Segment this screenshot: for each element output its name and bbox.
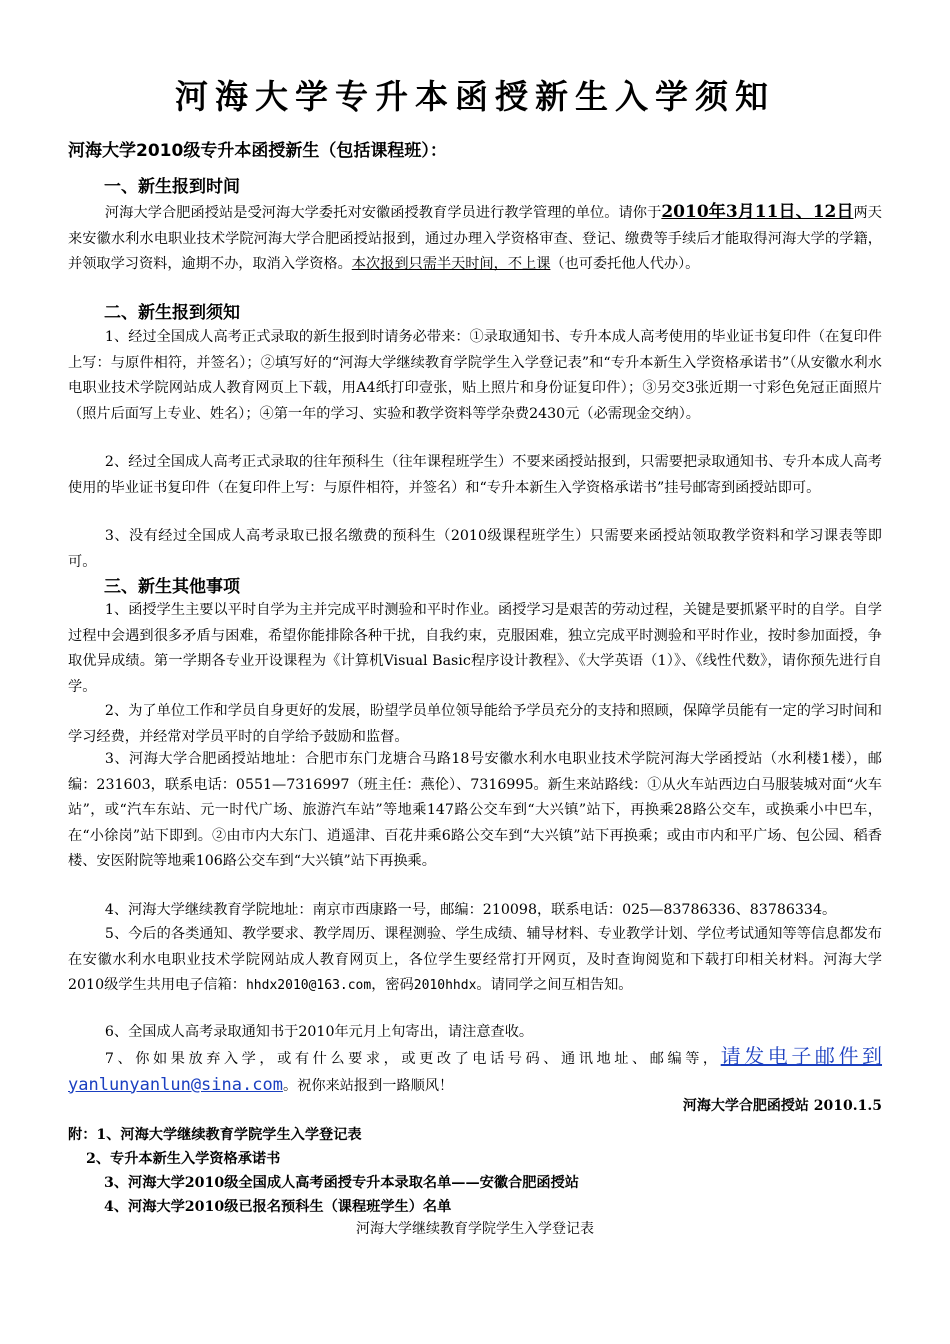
arrival-date: 2010年3月11日、12日: [661, 202, 854, 222]
paragraph-notice-3: 3、没有经过全国成人高考录取已报名缴费的预科生（2010级课程班学生）只需要来函授站领取教学资料和学习课表等即可。: [68, 528, 882, 570]
section-heading-arrival-time: 一、新生报到时间: [104, 177, 240, 197]
attachment-item: 2、专升本新生入学资格承诺书: [86, 1151, 281, 1167]
half-day-note: 本次报到只需半天时间，不上课: [351, 256, 551, 273]
paragraph-notice-2: 2、经过全国成人高考正式录取的往年预科生（往年课程班学生）不要来函授站报到，只需要把录取通知书、专升本成人高考使用的毕业证书复印件（在复印件上写：与原件相符，并签名）和“专升本新生入学资格承诺书”挂号邮寄到函授站即可。: [68, 454, 882, 496]
page-title: 河海大学专升本函授新生入学须知: [175, 77, 775, 116]
next-page-title: 河海大学继续教育学院学生入学登记表: [356, 1221, 594, 1237]
paragraph-other-2: 2、为了单位工作和学员自身更好的发展，盼望学员单位领导能给予学员充分的支持和照顾，保障学员能有一定的学习时间和学习经费，并经常对学员平时的自学给予鼓励和监督。: [68, 703, 882, 745]
email-us-link[interactable]: 请发电子邮件到: [720, 1044, 883, 1068]
attachment-item: 3、河海大学2010级全国成人高考函授专升本录取名单——安徽合肥函授站: [104, 1175, 579, 1191]
paragraph-other-3: 3、河海大学合肥函授站地址：合肥市东门龙塘合马路18号安徽水利水电职业技术学院河海大学函授站（水利楼1楼），邮编：231603，联系电话：0551—7316997（班主任：燕伦）、7316995。新生来站路线：①从火车站西边白马服装城对面“火车站”，或“汽车东站、元一时代广场、旅游汽车站”等地乘147路公交车到“大兴镇”站下，再换乘28路公交车，或换乘小中巴车，在“小徐岗”站下即到。②由市内大东门、逍遥津、百花井乘6路公交车到“大兴镇”站下再换乘；或由市内和平广场、包公园、稻香楼、安医附院等地乘106路公交车到“大兴镇”站下再换乘。: [68, 751, 882, 870]
paragraph-other-5: 5、今后的各类通知、教学要求、教学周历、课程测验、学生成绩、辅导材料、专业教学计划、学位考试通知等等信息都发布在安徽水利水电职业技术学院网站成人教育网页上，各位学生要经常打开网页，及时查询阅览和下载打印相关材料。河海大学2010级学生共用电子信箱：hhdx2010@163.com，密码2010hhdx。请同学之间互相告知。: [68, 926, 882, 994]
contact-email-link[interactable]: yanlunyanlun@sina.com: [68, 1074, 283, 1095]
attachment-item: 附：1、河海大学继续教育学院学生入学登记表: [68, 1127, 362, 1143]
salutation: 河海大学2010级专升本函授新生（包括课程班）：: [68, 141, 447, 161]
paragraph-arrival-time: 河海大学合肥函授站是受河海大学委托对安徽函授教育学员进行教学管理的单位。请你于2010年3月11日、12日两天来安徽水利水电职业技术学院河海大学合肥函授站报到，通过办理入学资格审查、登记、缴费等手续后才能取得河海大学的学籍，并领取学习资料，逾期不办，取消入学资格。本次报到只需半天时间，不上课（也可委托他人代办）。: [68, 202, 882, 273]
signature: 河海大学合肥函授站 2010.1.5: [682, 1098, 882, 1114]
shared-email-password: 2010hhdx: [413, 978, 477, 994]
paragraph-other-1: 1、函授学生主要以平时自学为主并完成平时测验和平时作业。函授学习是艰苦的劳动过程，关键是要抓紧平时的自学。自学过程中会遇到很多矛盾与困难，希望你能排除各种干扰，自我约束，克服困难，独立完成平时测验和平时作业，按时参加面授，争取优异成绩。第一学期各专业开设课程为《计算机Visual Basic程序设计教程》、《大学英语（1）》、《线性代数》，请你预先进行自学。: [68, 602, 882, 695]
paragraph-other-7: 7、你如果放弃入学，或有什么要求，或更改了电话号码、通讯地址、邮编等，请发电子邮件到yanlunyanlun@sina.com。祝你来站报到一路顺风！: [68, 1044, 883, 1095]
section-heading-other-matters: 三、新生其他事项: [104, 577, 240, 597]
section-heading-arrival-notice: 二、新生报到须知: [104, 303, 240, 323]
paragraph-other-6: 6、全国成人高考录取通知书于2010年元月上旬寄出，请注意查收。: [104, 1024, 534, 1040]
attachment-item: 4、河海大学2010级已报名预科生（课程班学生）名单: [104, 1199, 452, 1215]
paragraph-other-4: 4、河海大学继续教育学院地址：南京市西康路一号，邮编：210098，联系电话：025—83786336、83786334。: [104, 902, 837, 918]
paragraph-notice-1: 1、经过全国成人高考正式录取的新生报到时请务必带来：①录取通知书、专升本成人高考使用的毕业证书复印件（在复印件上写：与原件相符，并签名）；②填写好的“河海大学继续教育学院学生入学登记表”和“专升本新生入学资格承诺书”（从安徽水利水电职业技术学院网站成人教育网页上下载，用A4纸打印壹张，贴上照片和身份证复印件）；③另交3张近期一寸彩色免冠正面照片（照片后面写上专业、姓名）；④第一年的学习、实验和教学资料等学杂费2430元（必需现金交纳）。: [68, 329, 882, 422]
shared-email-address: hhdx2010@163.com: [245, 978, 372, 994]
